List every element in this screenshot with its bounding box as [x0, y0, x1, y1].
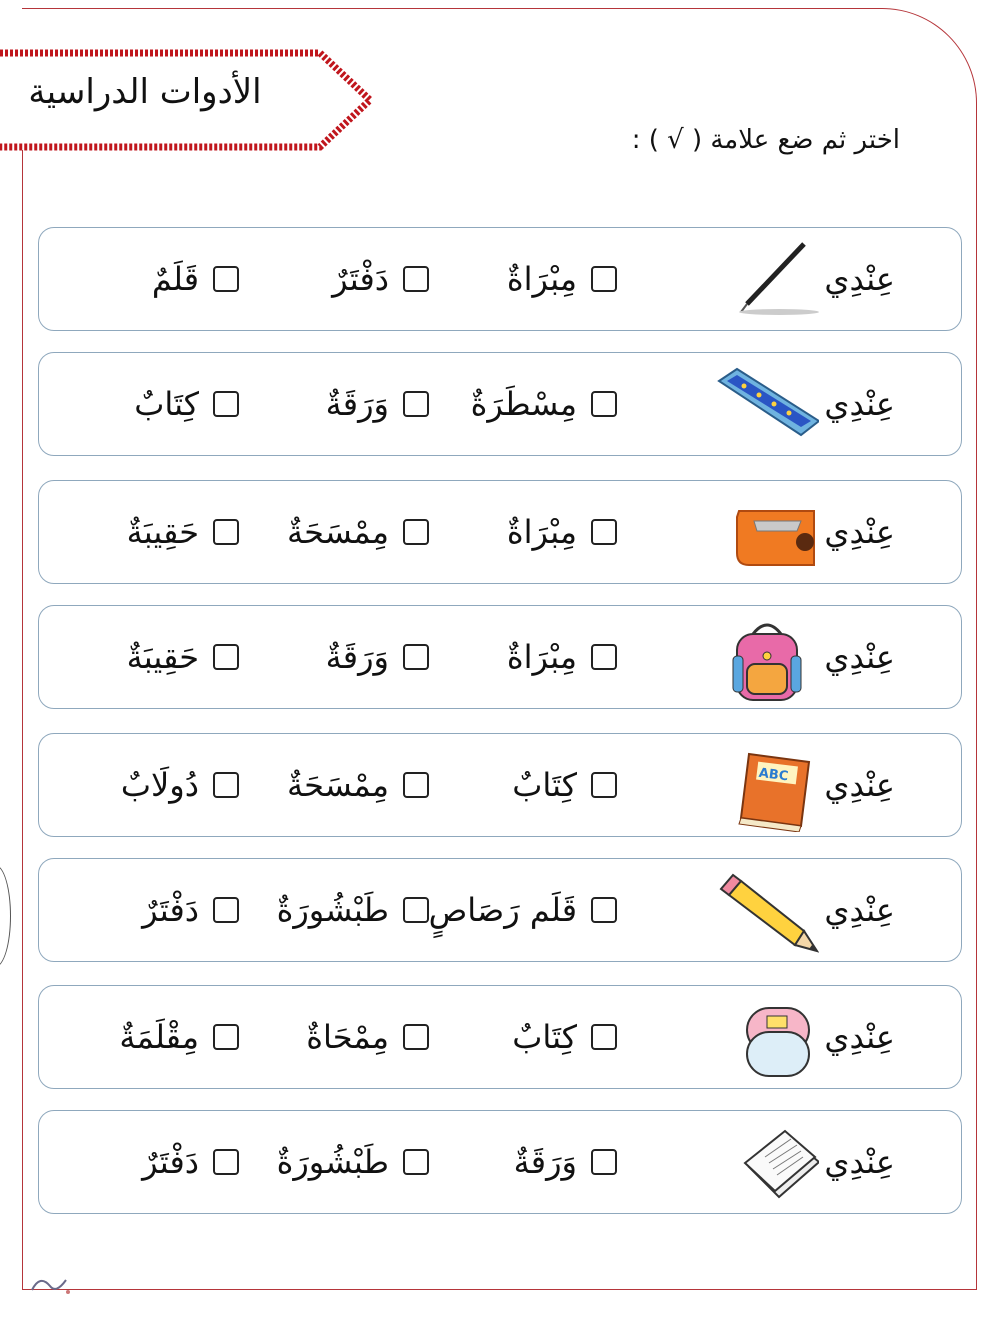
option-3[interactable]	[142, 859, 239, 961]
option-1[interactable]	[507, 228, 617, 330]
author-logo	[26, 1270, 76, 1300]
margin-arc	[0, 865, 11, 967]
checkbox[interactable]	[591, 1024, 617, 1050]
option-3[interactable]	[119, 986, 239, 1088]
option-label: مِبْرَاةٌ	[506, 638, 577, 676]
checkbox[interactable]	[403, 644, 429, 670]
option-label: مِبْرَاةٌ	[506, 513, 577, 551]
question-row-6	[38, 858, 962, 962]
question-row-2	[38, 352, 962, 456]
checkbox[interactable]	[213, 772, 239, 798]
option-label: قَلَم رَصَاصٍ	[428, 891, 577, 929]
option-2[interactable]	[306, 986, 429, 1088]
option-label: قَلَمٌ	[151, 260, 199, 298]
option-label: دَفْتَرٌ	[332, 260, 389, 298]
option-1[interactable]	[514, 1111, 617, 1213]
checkbox[interactable]	[591, 1149, 617, 1175]
backpack-icon	[709, 612, 819, 704]
checkbox[interactable]	[213, 1149, 239, 1175]
option-3[interactable]	[121, 734, 239, 836]
question-row-1	[38, 227, 962, 331]
option-label: حَقِيبَةٌ	[126, 638, 199, 676]
option-label: طَبْشُورَةٌ	[276, 1143, 389, 1181]
option-1[interactable]	[512, 734, 617, 836]
option-label: وَرَقَةٌ	[513, 1143, 577, 1181]
checkbox[interactable]	[591, 266, 617, 292]
checkbox[interactable]	[403, 897, 429, 923]
checkbox[interactable]	[591, 644, 617, 670]
option-1[interactable]	[507, 481, 617, 583]
checkbox[interactable]	[403, 519, 429, 545]
instruction-text: اختر ثم ضع علامة ( √ ) :	[631, 125, 900, 155]
option-label: وَرَقَةٌ	[325, 638, 389, 676]
checkbox[interactable]	[213, 266, 239, 292]
option-label: مِمْحَاةٌ	[306, 1018, 389, 1056]
question-row-3	[38, 480, 962, 584]
option-2[interactable]	[287, 734, 429, 836]
option-label: كِتَابٌ	[512, 766, 577, 804]
checkbox[interactable]	[403, 772, 429, 798]
checkbox[interactable]	[213, 644, 239, 670]
option-label: مِمْسَحَةٌ	[287, 513, 389, 551]
svg-text:ABC: ABC	[757, 765, 790, 785]
sharpener-icon	[709, 487, 819, 579]
checkbox[interactable]	[213, 897, 239, 923]
checkbox[interactable]	[403, 266, 429, 292]
checkbox[interactable]	[591, 391, 617, 417]
row-label: عِنْدِي	[824, 385, 895, 423]
option-label: مِسْطَرَةٌ	[470, 385, 577, 423]
checkbox[interactable]	[591, 519, 617, 545]
option-1[interactable]	[471, 353, 617, 455]
checkbox[interactable]	[213, 1024, 239, 1050]
row-label: عِنْدِي	[824, 513, 895, 551]
option-label: دُولَابٌ	[120, 766, 199, 804]
option-label: دَفْتَرٌ	[142, 891, 199, 929]
option-1[interactable]	[429, 859, 617, 961]
option-label: دَفْتَرٌ	[142, 1143, 199, 1181]
question-row-4	[38, 605, 962, 709]
option-2[interactable]	[277, 859, 429, 961]
checkbox[interactable]	[213, 519, 239, 545]
option-2[interactable]	[287, 481, 429, 583]
checkbox[interactable]	[403, 1149, 429, 1175]
question-row-5	[38, 733, 962, 837]
checkbox[interactable]	[403, 1024, 429, 1050]
option-1[interactable]	[512, 986, 617, 1088]
row-label: عِنْدِي	[824, 1018, 895, 1056]
option-label: وَرَقَةٌ	[325, 385, 389, 423]
page-frame-left	[22, 150, 23, 1290]
checkbox[interactable]	[403, 391, 429, 417]
option-label: مِبْرَاةٌ	[506, 260, 577, 298]
option-label: مِقْلَمَةٌ	[119, 1018, 199, 1056]
row-label: عِنْدِي	[824, 891, 895, 929]
option-2[interactable]	[326, 606, 429, 708]
papers-icon	[709, 1117, 819, 1209]
option-label: طَبْشُورَةٌ	[276, 891, 389, 929]
option-1[interactable]	[507, 606, 617, 708]
page-title: الأدوات الدراسية	[28, 72, 262, 112]
pen-icon	[709, 234, 819, 326]
checkbox[interactable]	[591, 772, 617, 798]
row-label: عِنْدِي	[824, 766, 895, 804]
option-3[interactable]	[127, 481, 239, 583]
option-label: كِتَابٌ	[134, 385, 199, 423]
option-label: حَقِيبَةٌ	[126, 513, 199, 551]
option-2[interactable]	[277, 1111, 429, 1213]
ruler-icon	[709, 359, 819, 451]
option-2[interactable]	[332, 228, 429, 330]
question-row-8	[38, 1110, 962, 1214]
row-label: عِنْدِي	[824, 638, 895, 676]
option-label: مِمْسَحَةٌ	[287, 766, 389, 804]
option-3[interactable]	[142, 1111, 239, 1213]
option-3[interactable]	[127, 606, 239, 708]
option-label: كِتَابٌ	[512, 1018, 577, 1056]
eraser-icon	[709, 992, 819, 1084]
option-3[interactable]	[152, 228, 239, 330]
checkbox[interactable]	[213, 391, 239, 417]
option-3[interactable]	[134, 353, 239, 455]
checkbox[interactable]	[591, 897, 617, 923]
question-row-7	[38, 985, 962, 1089]
book-icon	[709, 740, 819, 832]
row-label: عِنْدِي	[824, 260, 895, 298]
row-label: عِنْدِي	[824, 1143, 895, 1181]
option-2[interactable]	[326, 353, 429, 455]
pencil-icon	[709, 865, 819, 957]
